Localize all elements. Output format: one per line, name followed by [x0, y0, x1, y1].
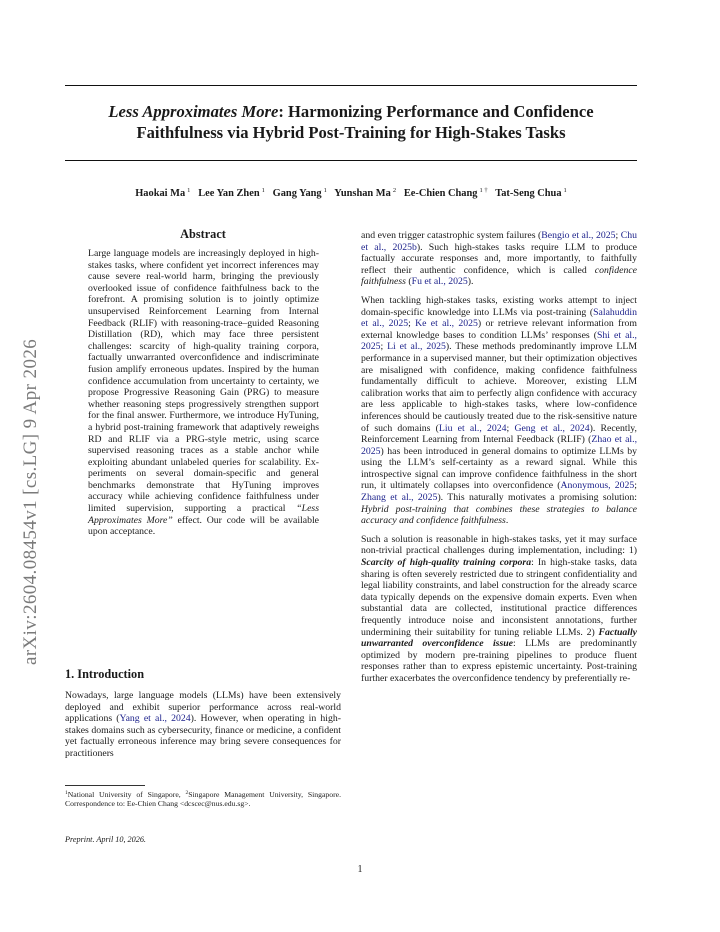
title-bottom-rule	[65, 160, 637, 161]
introduction-paragraph: Nowadays, large language models (LLMs) have been extensively deployed and exhibit superior performance across real-world applications (Yang et al., 2024). However, when operating in high-stakes domains such as cybersecurity, finance or medicine, a confident yet factually erroneous inference may bring severe consequences for practitioners	[65, 690, 342, 759]
author: Ee-Chien Chang $^{1 \dagger}$	[403, 187, 488, 199]
citation-link[interactable]: Bengio et al., 2025	[541, 230, 616, 241]
citation-link[interactable]: Salahuddin et al., 2025	[361, 306, 637, 330]
page-number: 1	[357, 864, 363, 875]
author: Tat-Seng Chua $^1$	[495, 187, 567, 199]
abstract-text: Large language models are increasingly deployed in high-stakes tasks, where confident yet incorrect inferences may cause severe real-world harm, bringing the previously overlooked issue of confidence faithfulness back to the forefront. A promising solution is to jointly optimize unsupervised Reinforcement Learning from Internal Feedback (RLIF) with reasoning-trace–guided Reasoning Distillation (RD), which may face three persistent challenges: scarcity of high-quality training corpora, factually unwarranted overconfidence and indiscriminate fusion amplify erroneous updates. Inspired by the human confidence accumulation from uncertainty to certainty, we propose Progressive Reasoning Gain (PRG) to measure whether reasoning steps progressively strengthen support for the final answer. Furthermore, we introduce HyTuning, a hybrid post-training framework that adaptively reweighs RD and RLIF via a PRG-style metric, using scarce supervised reasoning traces as a stable anchor while exploiting abundant unlabeled queries for scalability. Experiments on several domain-specific and general benchmarks demonstrate that HyTuning improves accuracy while achieving confidence faithfulness under limited supervision, supporting a practical “Less Approximates More” effect. Our code will be available upon acceptance.	[88, 248, 319, 538]
paragraph: and even trigger catastrophic system failures (Bengio et al., 2025; Chu et al., 2025b). Such high-stakes tasks require LLM to produce factually accurate responses and, more importantly, to faithfully reflect their authentic confidence, which is called confidence faithfulness (Fu et al., 2025).	[361, 230, 637, 288]
author: Haokai Ma $^1$	[135, 187, 191, 199]
preprint-note: Preprint. April 10, 2026.	[65, 835, 146, 844]
author: Yunshan Ma $^2$	[334, 187, 397, 199]
citation-link[interactable]: Zhao et al., 2025	[361, 434, 638, 457]
citation-link[interactable]: Yang et al., 2024	[119, 713, 191, 725]
top-rule	[65, 85, 637, 86]
citation-link[interactable]: Anonymous, 2025	[560, 480, 635, 492]
citation-link[interactable]: Liu et al., 2024	[438, 422, 507, 434]
section-heading-introduction: 1. Introduction	[65, 667, 145, 681]
footnote-rule	[65, 785, 145, 786]
author: Lee Yan Zhen $^1$	[198, 187, 265, 199]
title-rest: : Harmonizing Performance and Confidence Faithfulness via Hybrid Post-Training for High-Stakes Tasks	[136, 102, 594, 142]
title-emphasis: Less Approximates More	[108, 102, 279, 121]
right-column	[361, 230, 637, 692]
citation-link[interactable]: Chu et al., 2025b	[361, 230, 637, 253]
citation-link[interactable]: Zhang et al., 2025	[361, 492, 438, 504]
paragraph: When tackling high-stakes tasks, existing works attempt to inject domain-specific knowledge into LLMs via post-training (Salahuddin et al., 2025; Ke et al., 2025) or retrieve relevant information from external knowledge bases to condition LLMs’ responses (Shi et al., 2025; Li et al., 2025). These methods predominantly improve LLM performance in a supervised manner, but their optimization objectives are misaligned with confidence, making confidence faithfulness fundamentally difficult to achieve. Moreover, existing LLM calibration works that aim to perfectly align confidence with accuracy are less applicable to high-stakes tasks, where low-confidence inferences should be cautiously treated due to the risk-sensitive nature of such domains (Liu et al., 2024; Geng et al., 2024). Recently, Reinforcement Learning from Internal Feedback (RLIF) (Zhao et al., 2025) has been introduced in general domains to optimize LLMs by using the LLM’s self-certainty as a reward signal. While this introspective signal can improve confidence faithfulness in the short run, it ultimately collapses into overconfidence (Anonymous, 2025; Zhang et al., 2025). This naturally motivates a promising solution: Hybrid post-training that combines these strategies to balance accuracy and confidence faithfulness.	[361, 294, 638, 527]
citation-link[interactable]: Ke et al., 2025	[415, 318, 478, 330]
affiliation-footnote: $^1$National University of Singapore, $^2$Singapore Management University, Singapore. Correspondence to: Ee-Chien Chang <dcscec@nus.edu.sg>.	[65, 790, 341, 809]
citation-link[interactable]: Li et al., 2025	[387, 341, 446, 353]
paragraph: Such a solution is reasonable in high-stakes tasks, yet it may surface non-trivial practical challenges during implementation, including: 1) Scarcity of high-quality training corpora: In high-stake tasks, data sharing is often severely restricted due to stringent confidentiality and legal liability constraints, and label construction for the already scarce data typically depends on the expensive domain experts. Even when substantial data are collected, institutional practice differences frequently introduce noise and inconsistent annotations, further undermining their suitability for tuning reliable LLMs. 2) Factually unwarranted overconfidence issue: LLMs are predominantly optimized by modern pre-training pipelines to produce fluent responses rather than to express epistemic uncertainty. Post-training further exacerbates the overconfidence tendency by preferentially re-	[361, 533, 637, 684]
citation-link[interactable]: Geng et al., 2024	[514, 422, 590, 434]
author-list	[65, 187, 637, 199]
arxiv-identifier: arXiv:2604.08454v1 [cs.LG] 9 Apr 2026	[20, 338, 41, 665]
citation-link[interactable]: Fu et al., 2025	[411, 276, 468, 288]
citation-link[interactable]: Shi et al., 2025	[361, 329, 637, 353]
author: Gang Yang $^1$	[272, 187, 327, 199]
paper-title	[65, 101, 637, 143]
abstract-heading: Abstract	[180, 227, 226, 241]
